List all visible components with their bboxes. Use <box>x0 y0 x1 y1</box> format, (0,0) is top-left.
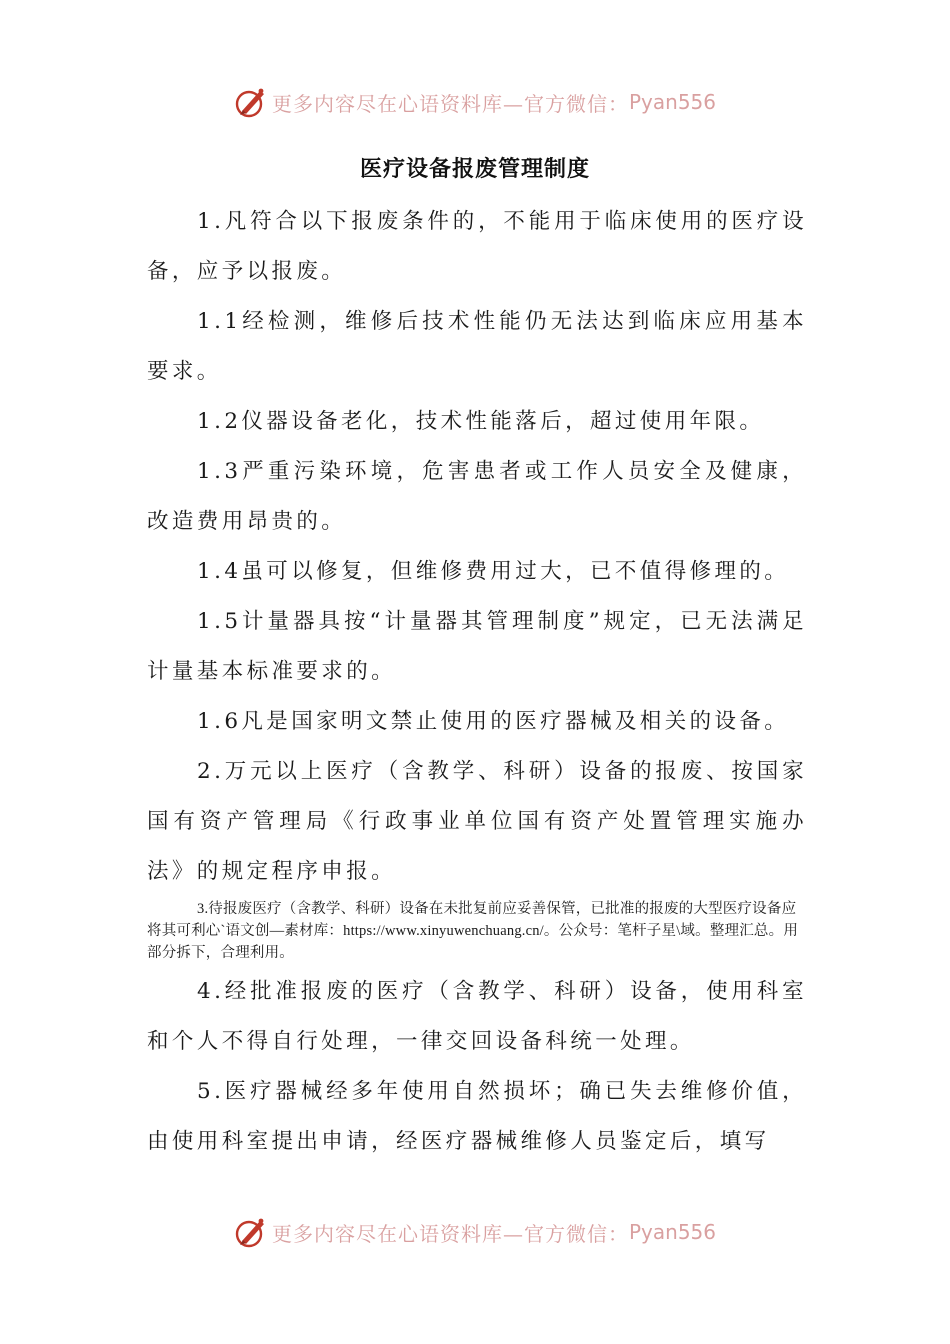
paragraph: 1.5计量器具按“计量器其管理制度”规定，已无法满足计量基本标准要求的。 <box>147 609 807 684</box>
banner-wechat-id: Pyan556 <box>628 90 716 114</box>
paragraph: 5.医疗器械经多年使用自然损坏；确已失去维修价值，由使用科室提出申请，经医疗器械维修人员鉴定后，填写 <box>147 1079 807 1154</box>
header-banner <box>0 82 950 122</box>
banner-text: 更多内容尽在心语资料库—官方微信： <box>271 91 629 116</box>
paragraph: 1.凡符合以下报废条件的，不能用于临床使用的医疗设备，应予以报废。 <box>147 209 807 284</box>
document-title: 医疗设备报废管理制度 <box>359 156 590 182</box>
banner-wechat-id: Pyan556 <box>628 1220 716 1244</box>
pen-logo-icon <box>234 85 268 119</box>
paragraph: 1.1经检测，维修后技术性能仍无法达到临床应用基本要求。 <box>147 309 807 384</box>
paragraph: 1.2仪器设备老化，技术性能落后，超过使用年限。 <box>197 409 765 434</box>
paragraph: 1.4虽可以修复，但维修费用过大，已不值得修理的。 <box>197 559 790 584</box>
paragraph: 1.3严重污染环境，危害患者或工作人员安全及健康，改造费用昂贵的。 <box>147 459 807 534</box>
banner-text: 更多内容尽在心语资料库—官方微信： <box>271 1221 629 1246</box>
paragraph: 2.万元以上医疗（含教学、科研）设备的报废、按国家国有资产管理局《行政事业单位国有资产处置管理实施办法》的规定程序申报。 <box>147 759 807 884</box>
paragraph: 4.经批准报废的医疗（含教学、科研）设备，使用科室和个人不得自行处理，一律交回设备科统一处理。 <box>147 979 807 1054</box>
footer-banner <box>0 1212 950 1252</box>
small-paragraph: 3.待报废医疗（含教学、科研）设备在未批复前应妥善保管，已批准的报废的大型医疗设备应将其可利心`语文创—素材库：https://www.xinyuwenchuang.cn/。公众号：笔杆子星\域。整理汇总。用部分拆下，合理利用。 <box>147 901 799 961</box>
document-body <box>147 197 807 1167</box>
paragraph: 1.6凡是国家明文禁止使用的医疗器械及相关的设备。 <box>197 709 790 734</box>
pen-logo-icon <box>234 1215 268 1249</box>
